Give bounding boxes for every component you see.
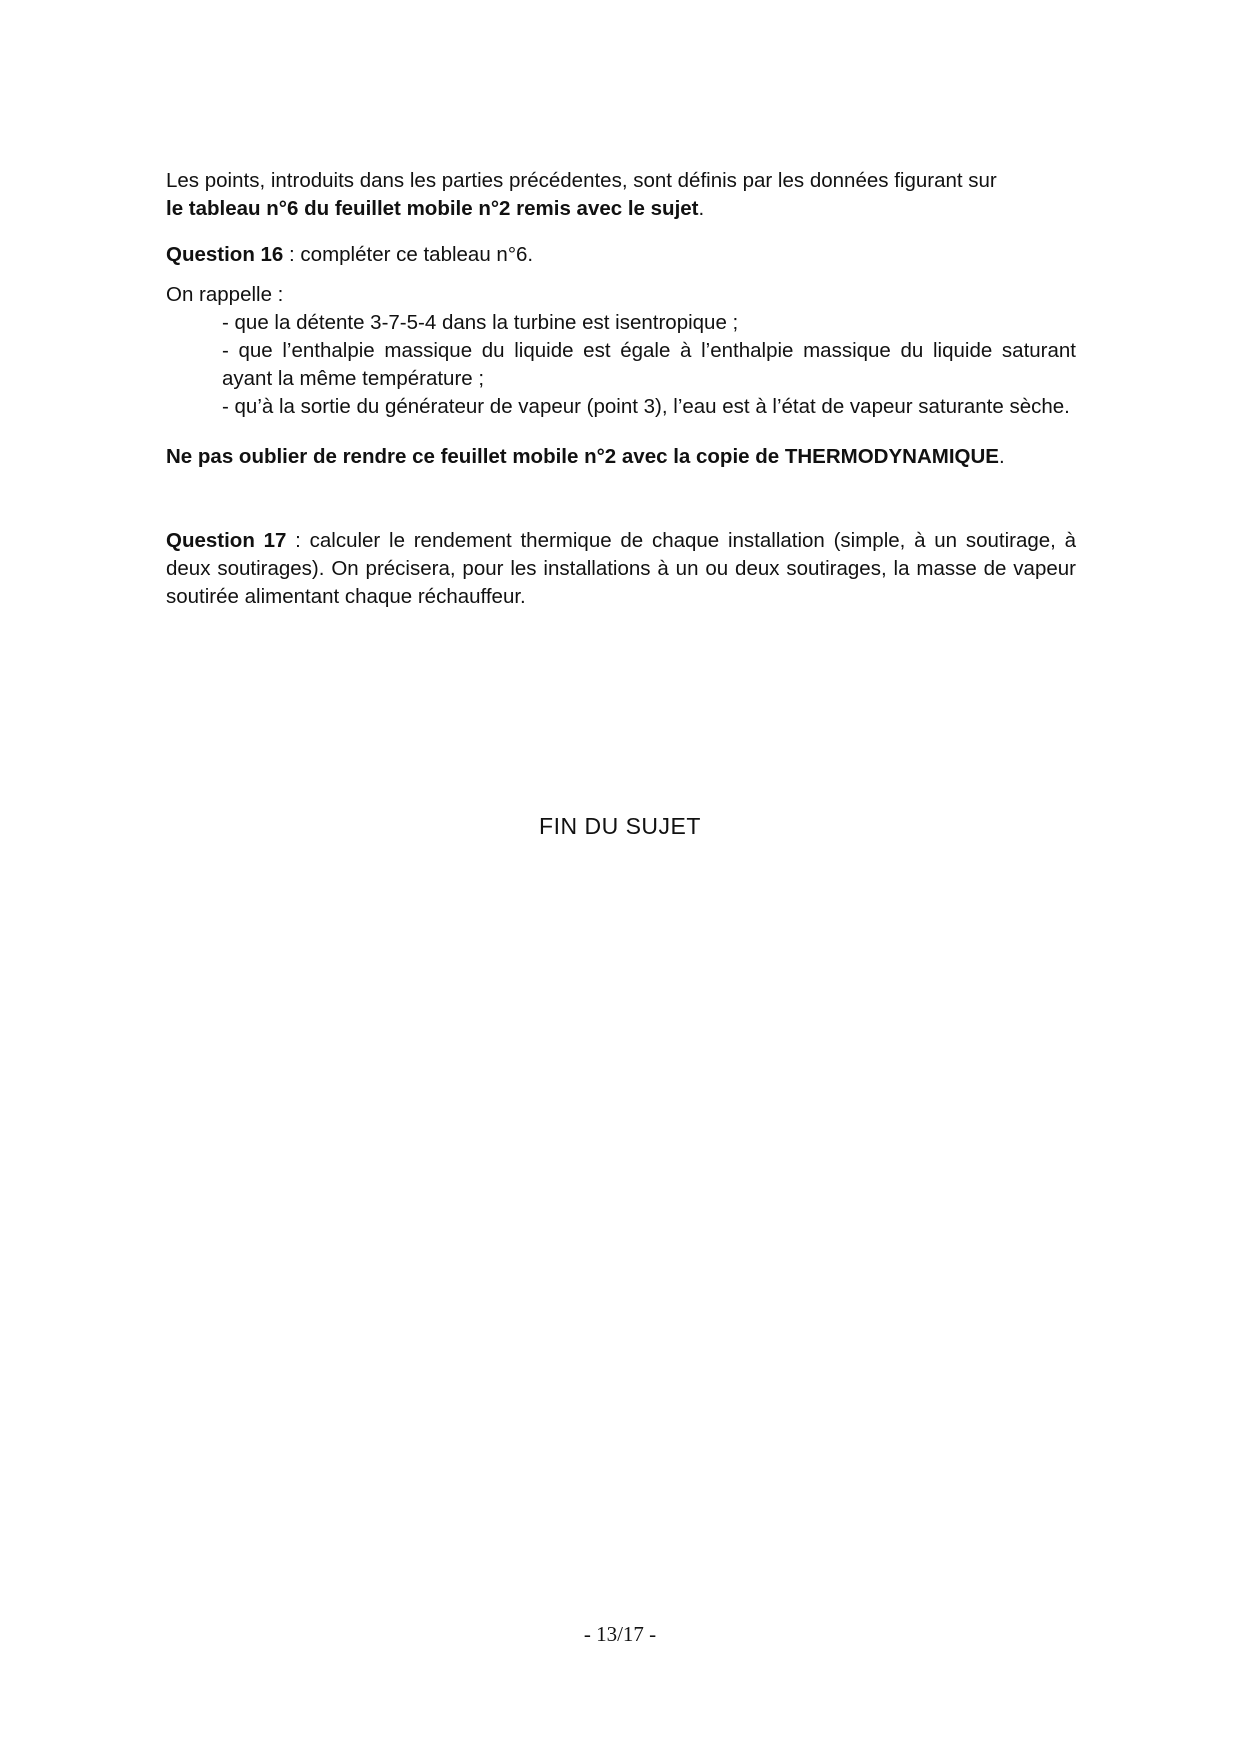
question-17-label: Question 17 [166, 529, 287, 552]
recall-item-enthalpy: - que l’enthalpie massique du liquide est égale à l’enthalpie massique du liquide saturant ayant la même température ; [222, 339, 1076, 390]
reminder-end: . [998, 445, 1005, 468]
recall-item-isentropic: - que la détente 3-7-5-4 dans la turbine est isentropique ; [222, 311, 739, 334]
recall-heading: On rappelle : [166, 283, 284, 306]
question-16-label: Question 16 [166, 243, 284, 266]
page-number: - 13/17 - [583, 1622, 657, 1646]
end-title: FIN DU SUJET [539, 813, 701, 839]
intro-paragraph [166, 167, 1076, 223]
document-body [166, 167, 1076, 611]
question-16-paragraph [166, 241, 1076, 269]
intro-text: Les points, introduits dans les parties précédentes, sont définis par les données figurant sur [166, 169, 997, 192]
intro-end: . [698, 197, 705, 220]
question-17-text: : calculer le rendement thermique de chaque installation (simple, à un soutirage, à deux soutirages). On précisera, pour les installations à un ou deux soutirages, la masse de vapeur soutirée alimentant chaque réchauffeur. [166, 529, 1077, 608]
reminder-paragraph [166, 443, 1076, 471]
intro-bold-reference: le tableau n°6 du feuillet mobile n°2 remis avec le sujet [166, 197, 699, 220]
recall-item-saturated-vapor: - qu’à la sortie du générateur de vapeur (point 3), l’eau est à l’état de vapeur saturante sèche. [222, 395, 1070, 418]
reminder-text: Ne pas oublier de rendre ce feuillet mobile n°2 avec la copie de THERMODYNAMIQUE [166, 445, 999, 468]
recall-list [166, 309, 1076, 421]
question-16-text: : compléter ce tableau n°6. [283, 243, 534, 266]
question-17-paragraph [166, 527, 1076, 611]
